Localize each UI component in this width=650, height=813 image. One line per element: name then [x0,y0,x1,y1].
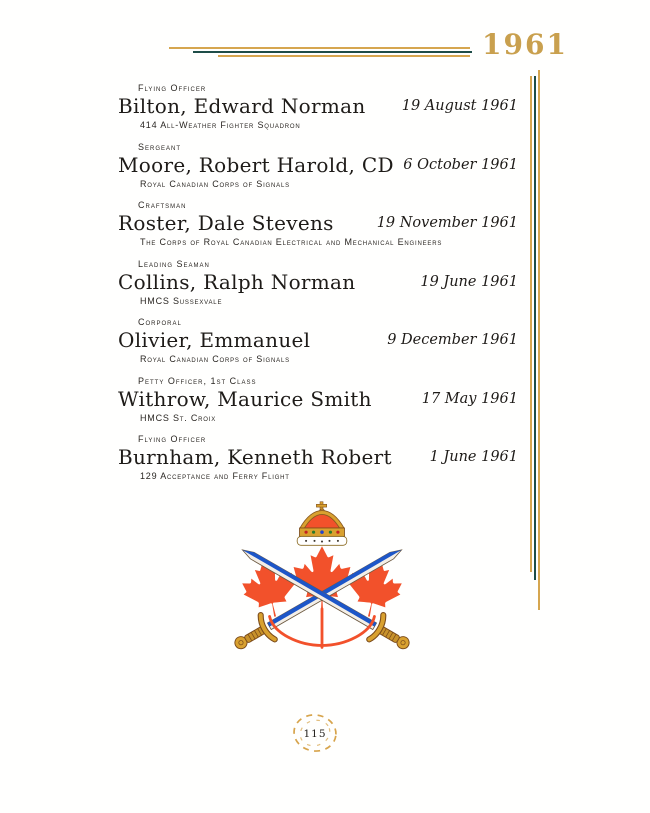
entry-rank: Sergeant [138,141,182,152]
entry-rank: Leading Seaman [138,258,210,269]
page-number-sunburst [284,706,346,762]
entry-rank: Corporal [138,317,182,327]
header-rule-gold-bottom [218,55,470,57]
entry-rank: Flying Officer [138,434,207,444]
margin-rule-teal [534,76,536,580]
register-entry [118,375,518,424]
crown-icon [297,502,347,546]
entry-date: 19 August 1961 [401,98,518,114]
entry-rank: Petty Officer, 1st Class [138,375,257,386]
register-entry [118,82,518,131]
register-entry [118,433,518,482]
entry-name: Roster, Dale Stevens [118,211,334,235]
entry-unit: 129 Acceptance and Ferry Flight [140,471,290,481]
entry-date: 17 May 1961 [421,390,518,407]
year-heading: 1961 [482,28,568,61]
crown-maple-leaves-crossed-swords-crest-icon [219,500,425,658]
entry-name: Olivier, Emmanuel [118,328,311,352]
entry-unit: HMCS Sussexvale [140,295,223,306]
register-entry [118,258,518,307]
entry-unit: Royal Canadian Corps of Signals [140,354,290,364]
entry-unit: The Corps of Royal Canadian Electrical and Mechanical Engineers [140,237,443,247]
entry-name: Burnham, Kenneth Robert [118,445,392,469]
entry-name: Collins, Ralph Norman [118,269,356,294]
entry-rank: Flying Officer [138,83,207,93]
page-number: 115 [303,728,327,740]
entry-name: Withrow, Maurice Smith [118,386,372,411]
entries-list [118,82,518,492]
header-rule-gold-top [169,47,470,49]
entry-name: Bilton, Edward Norman [118,94,366,118]
entry-date: 9 December 1961 [387,332,518,348]
entry-unit: 414 All-Weather Fighter Squadron [140,120,301,130]
entry-date: 1 June 1961 [429,449,518,465]
margin-rule-gold-inner [530,76,532,572]
register-entry [118,199,518,248]
entry-unit: HMCS St. Croix [140,412,217,423]
entry-rank: Craftsman [138,200,187,210]
entry-date: 19 November 1961 [376,215,518,231]
entry-date: 19 June 1961 [420,273,518,290]
entry-name: Moore, Robert Harold, CD [118,152,394,177]
entry-unit: Royal Canadian Corps of Signals [140,178,290,189]
register-entry [118,141,518,190]
entry-date: 6 October 1961 [403,156,518,173]
register-entry [118,316,518,365]
margin-rule-gold-outer [538,70,540,610]
header-rule-teal [193,51,472,53]
